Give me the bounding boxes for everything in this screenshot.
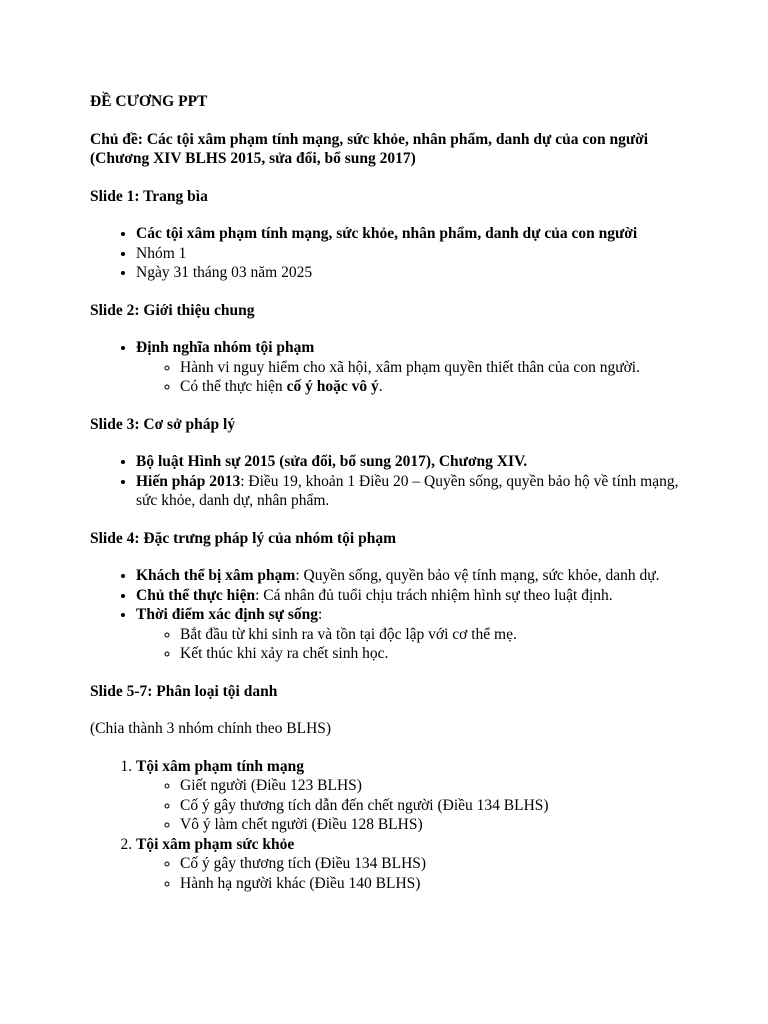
list-item: • Định nghĩa nhóm tội phạm ◦ Hành vi nguy hiểm cho xã hội, xâm phạm quyền thiết thân của con người. ◦ Có thể thực hiện cố ý hoặc vô ý. (136, 338, 690, 397)
sublist-item: ◦ Bắt đầu từ khi sinh ra và tồn tại độc lập với cơ thể mẹ. (180, 625, 690, 645)
slide57-intro: (Chia thành 3 nhóm chính theo BLHS) (90, 720, 332, 737)
document-page (90, 92, 690, 911)
list-item: • Ngày 31 tháng 03 năm 2025 (136, 263, 690, 283)
slide2-heading: Slide 2: Giới thiệu chung (90, 301, 255, 319)
list-item: • Hiến pháp 2013: Điều 19, khoản 1 Điều 20 – Quyền sống, quyền bảo hộ về tính mạng, sức khỏe, danh dự, nhân phẩm. (136, 472, 690, 511)
sublist-item: ◦ Vô ý làm chết người (Điều 128 BLHS) (180, 815, 690, 835)
sublist-item: ◦ Cố ý gây thương tích dẫn đến chết người (Điều 134 BLHS) (180, 796, 690, 816)
sublist-item: ◦ Hành vi nguy hiểm cho xã hội, xâm phạm quyền thiết thân của con người. (180, 358, 690, 378)
sublist-item: ◦ Hành hạ người khác (Điều 140 BLHS) (180, 874, 690, 894)
list-item: • Thời điểm xác định sự sống: ◦ Bắt đầu từ khi sinh ra và tồn tại độc lập với cơ thể mẹ. ◦ Kết thúc khi xảy ra chết sinh học. (136, 605, 690, 664)
list-item: • Nhóm 1 (136, 244, 690, 264)
slide3-heading: Slide 3: Cơ sở pháp lý (90, 415, 236, 433)
slide2-list (90, 338, 690, 397)
slide3-list (90, 452, 690, 511)
sublist-item: ◦ Có thể thực hiện cố ý hoặc vô ý. (180, 377, 690, 397)
slide1-heading: Slide 1: Trang bìa (90, 187, 208, 205)
sublist-item: ◦ Cố ý gây thương tích (Điều 134 BLHS) (180, 854, 690, 874)
slide57-heading: Slide 5-7: Phân loại tội danh (90, 682, 278, 700)
numbered-item: 2. Tội xâm phạm sức khỏe ◦ Cố ý gây thương tích (Điều 134 BLHS) ◦ Hành hạ người khác (Điều 140 BLHS) (136, 835, 690, 894)
document-title: ĐỀ CƯƠNG PPT (90, 93, 208, 110)
group2-sublist (136, 854, 690, 893)
list-item: • Khách thể bị xâm phạm: Quyền sống, quyền bảo vệ tính mạng, sức khỏe, danh dự. (136, 566, 690, 586)
group1-sublist (136, 776, 690, 835)
slide4-list (90, 566, 690, 664)
slide57-list (90, 757, 690, 894)
sublist-item: ◦ Kết thúc khi xảy ra chết sinh học. (180, 644, 690, 664)
slide4-sublist (136, 625, 690, 664)
list-item: • Bộ luật Hình sự 2015 (sửa đổi, bổ sung 2017), Chương XIV. (136, 452, 690, 472)
slide2-sublist (136, 358, 690, 397)
list-item: • Các tội xâm phạm tính mạng, sức khỏe, nhân phẩm, danh dự của con người (136, 224, 690, 244)
topic-line: Chủ đề: Các tội xâm phạm tính mạng, sức khỏe, nhân phẩm, danh dự của con người (Chương XIV BLHS 2015, sửa đổi, bổ sung 2017) (90, 130, 649, 167)
sublist-item: ◦ Giết người (Điều 123 BLHS) (180, 776, 690, 796)
slide1-list (90, 224, 690, 283)
numbered-item: 1. Tội xâm phạm tính mạng ◦ Giết người (Điều 123 BLHS) ◦ Cố ý gây thương tích dẫn đến chết người (Điều 134 BLHS) ◦ Vô ý làm chết người (Điều 128 BLHS) (136, 757, 690, 835)
slide4-heading: Slide 4: Đặc trưng pháp lý của nhóm tội phạm (90, 529, 396, 547)
list-item: • Chủ thể thực hiện: Cá nhân đủ tuổi chịu trách nhiệm hình sự theo luật định. (136, 586, 690, 606)
